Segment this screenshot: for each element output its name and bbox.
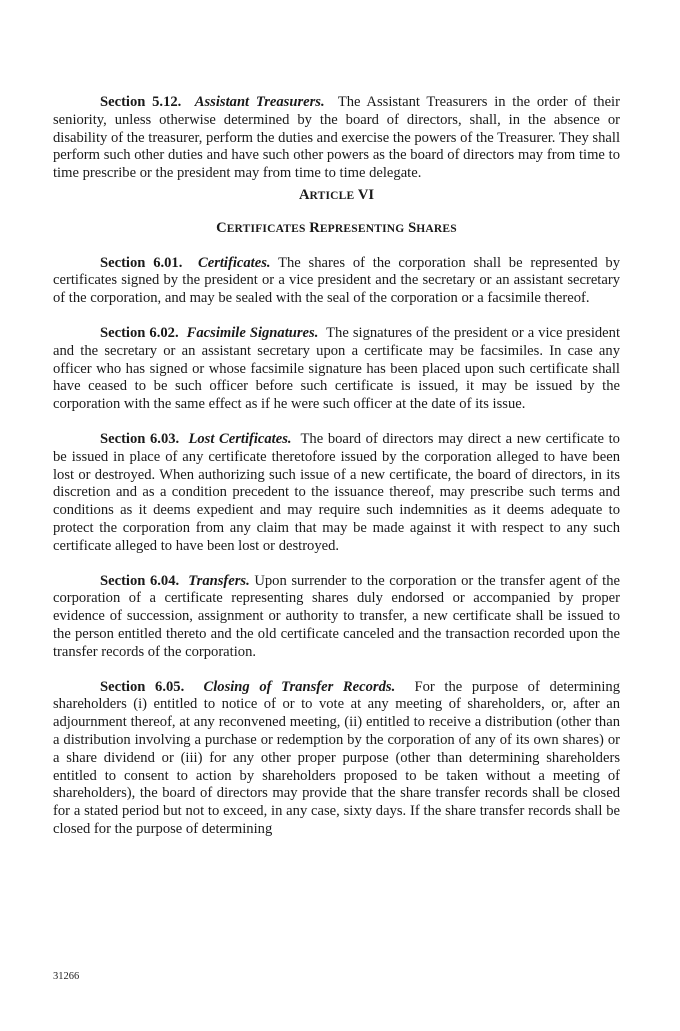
section-text: The board of directors may direct a new certificate to be issued in place of any certificate theretofore issued by the corporation alleged to have been lost or destroyed. When authorizing such issue of a new certificate, the board of directors, in its discretion and as a condition precedent to the issuance thereof, may prescribe such terms and conditions as it deems expedient and may require such indemnities as it deems adequate to protect the corporation from any claim that may be made against it with respect to any such certificate alleged to have been lost or destroyed.: [53, 430, 620, 554]
article-title: [53, 220, 620, 239]
article-heading: [53, 187, 620, 206]
footer-doc-id: 31266: [53, 971, 80, 982]
section-heading: Closing of Transfer Records.: [203, 678, 396, 695]
section-number: Section 6.02.: [100, 324, 179, 341]
section-heading: Certificates.: [197, 254, 271, 271]
title-initial: R: [309, 219, 320, 236]
section-text: The signatures of the president or a vice president and the secretary or an assistant secretary upon a certificate may be facsimiles. In case any officer who has signed or whose facsimile signature has been placed upon such certificate shall have ceased to be such officer before such certificate is issued, it may be issued by the corporation with the same effect as if he were such officer at the date of its issue.: [53, 324, 620, 413]
section-text: The shares of the corporation shall be represented by certificates signed by the president or a vice president and the secretary or an assistant secretary of the corporation, and may be sealed with the seal of the corporation or a facsimile thereof.: [53, 254, 620, 307]
section-6-05: [53, 679, 620, 839]
section-number: Section 5.12.: [100, 94, 182, 110]
section-text: Upon surrender to the corporation or the transfer agent of the corporation of a certificate representing shares duly endorsed or accompanied by proper evidence of succession, assignment or authority to transfer, a new certificate shall be issued to the person entitled thereto and the old certificate canceled and the transaction recorded upon the transfer records of the corporation.: [53, 572, 620, 660]
title-rest: EPRESENTING: [319, 222, 405, 235]
title-rest: HARES: [416, 222, 457, 235]
section-6-02: [53, 325, 620, 414]
section-number: Section 6.05.: [100, 678, 185, 695]
title-initial: S: [408, 219, 417, 236]
section-6-01: [53, 255, 620, 308]
article-numeral: VI: [357, 186, 375, 203]
article-label-first: A: [298, 186, 310, 203]
section-heading: Lost Certificates.: [188, 430, 292, 447]
section-number: Section 6.01.: [100, 254, 183, 271]
section-heading: Assistant Treasurers.: [194, 94, 325, 110]
section-text: The Assistant Treasurers in the order of their seniority, unless otherwise determined by the board of directors, shall, in the absence or disability of the treasurer, perform the duties and exercise the powers of the Treasurer. They shall perform such other duties and have such other powers as the board of directors may from time to time prescribe or the president may from time to time delegate.: [53, 94, 620, 182]
article-label-rest: RTICLE: [309, 189, 355, 202]
section-number: Section 6.03.: [100, 430, 180, 447]
section-text: For the purpose of determining shareholders (i) entitled to notice of or to vote at any meeting of shareholders, or, after an adjournment thereof, at any reconvened meeting, (ii) entitled to receive a distribution (other than a distribution involving a purchase or redemption by the corporation of any of its own shares) or a share dividend or (iii) for any other proper purpose (other than determining shareholders entitled to consent to action by shareholders proposed to be taken without a meeting of shareholders), the board of directors may provide that the share transfer records shall be closed for a stated period but not to exceed, in any case, sixty days. If the share transfer records shall be closed for the purpose of determining: [53, 678, 620, 837]
document-body: [53, 94, 620, 839]
title-rest: ERTIFICATES: [226, 222, 306, 235]
section-6-03: [53, 431, 620, 556]
section-number: Section 6.04.: [100, 572, 180, 589]
section-6-04: [53, 573, 620, 662]
section-heading: Facsimile Signatures.: [186, 324, 319, 341]
section-5-12: [53, 94, 620, 183]
section-heading: Transfers.: [188, 572, 250, 589]
title-initial: C: [216, 219, 227, 236]
